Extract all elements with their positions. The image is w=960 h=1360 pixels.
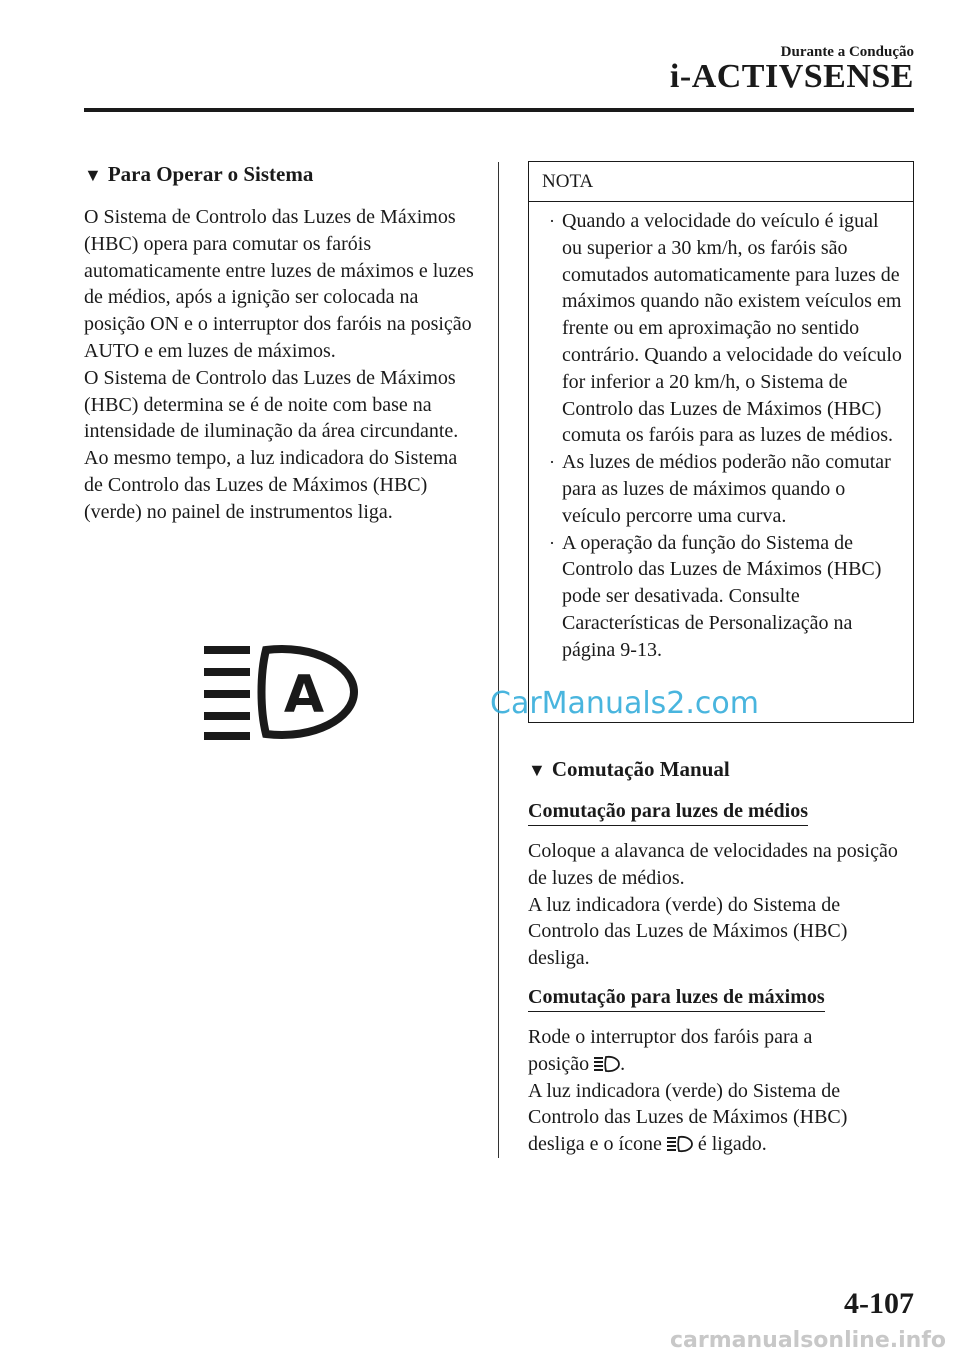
footer-watermark: carmanualsonline.info [670, 1328, 946, 1353]
page-number: 4-107 [844, 1287, 914, 1320]
subheading-high-beam: Comutação para luzes de máximos [528, 985, 825, 1012]
note-item: · Quando a velocidade do veículo é igual ou superior a 30 km/h, os faróis são comutados automaticamente para luzes de máximos quando não existem veículos em frente ou em aproximação no sentido contrário. Quando a velocidade do veículo for inferior a 20 km/h, o Sistema de Controlo das Luzes de Máximos (HBC) comuta os faróis para as luzes de médios. [549, 210, 902, 447]
subheading-low-beam: Comutação para luzes de médios [528, 799, 808, 826]
header-rule [84, 108, 914, 112]
high-beam-line: desliga e o ícone é ligado. [528, 1133, 767, 1156]
auto-high-beam-icon [204, 644, 360, 740]
low-beam-body [528, 838, 914, 972]
high-beam-icon [594, 1055, 620, 1073]
high-beam-line: Rode o interruptor dos faróis para a [528, 1026, 813, 1048]
left-heading: ▼ Para Operar o Sistema [84, 162, 314, 186]
triangle-bullet-icon: ▼ [528, 760, 546, 780]
left-paragraph: O Sistema de Controlo das Luzes de Máximos (HBC) opera para comutar os faróis automaticamente entre luzes de máximos e luzes de médios, após a ignição ser colocada na posição ON e o interruptor dos faróis na posição AUTO e em luzes de máximos. [84, 206, 474, 362]
chapter-title: i-ACTIVSENSE [669, 58, 914, 95]
high-beam-icon [667, 1135, 693, 1153]
high-beam-line: posição . [528, 1052, 626, 1075]
note-item: · As luzes de médios poderão não comutar para as luzes de máximos quando o veículo percorre uma curva. [549, 451, 891, 527]
column-divider [498, 162, 499, 1158]
note-item: · A operação da função do Sistema de Controlo das Luzes de Máximos (HBC) pode ser desativada. Consulte Características de Personalização na página 9-13. [549, 531, 882, 661]
high-beam-line: A luz indicadora (verde) do Sistema de Controlo das Luzes de Máximos (HBC) [528, 1079, 848, 1129]
note-title: NOTA [529, 162, 913, 202]
low-beam-paragraph: A luz indicadora (verde) do Sistema de Controlo das Luzes de Máximos (HBC) desliga. [528, 893, 848, 970]
left-body [84, 204, 480, 526]
right-heading: ▼ Comutação Manual [528, 757, 730, 781]
watermark: CarManuals2.com [490, 686, 760, 721]
left-paragraph: O Sistema de Controlo das Luzes de Máximos (HBC) determina se é de noite com base na intensidade de iluminação da área circundante. Ao mesmo tempo, a luz indicadora do Sistema de Controlo das Luzes de Máximos (HBC) (verde) no painel de instrumentos liga. [84, 366, 459, 523]
low-beam-paragraph: Coloque a alavanca de velocidades na posição de luzes de médios. [528, 840, 898, 889]
high-beam-body [528, 1024, 914, 1158]
svg-text:A: A [283, 665, 325, 725]
section-title: Durante a Condução [780, 44, 914, 60]
triangle-bullet-icon: ▼ [84, 165, 102, 185]
note-box [528, 161, 914, 723]
